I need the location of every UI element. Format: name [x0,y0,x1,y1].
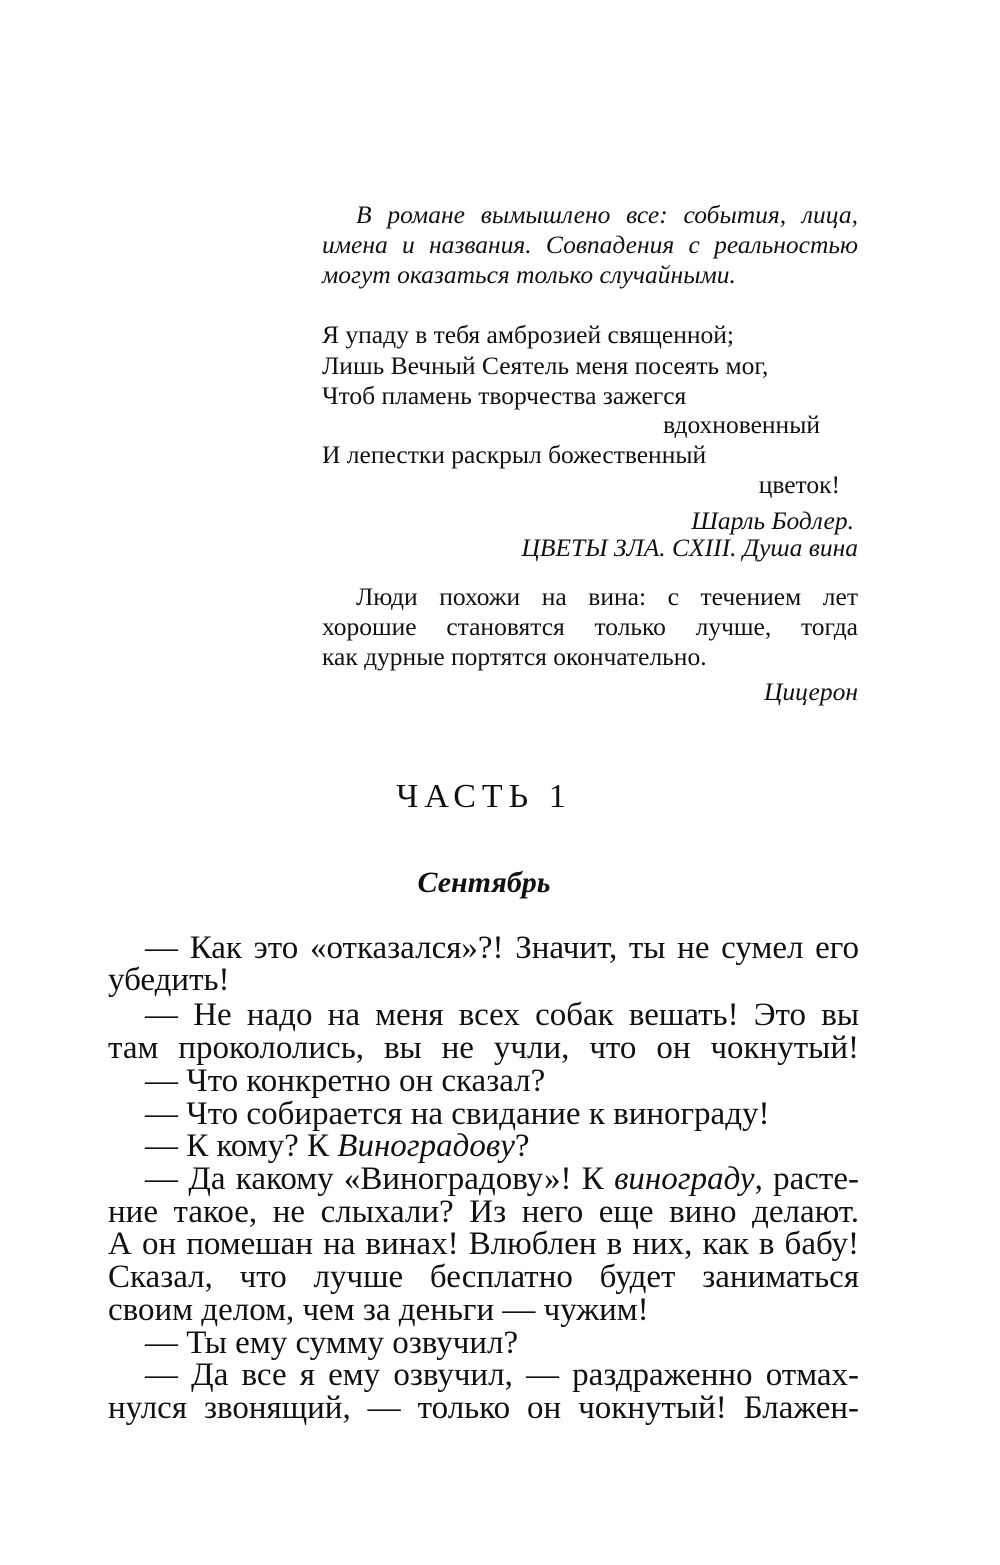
body-line-8-part-c: , расте- [754,1161,859,1197]
body-line-15: нулся звонящий, — только он чокнутый! Блажен- [108,1390,859,1426]
body-line-10: А он помешан на винах! Влюблен в них, как в бабу! [108,1226,859,1262]
part-title: ЧАСТЬ 1 [396,778,572,815]
disclaimer-line-1: В романе вымышлено все: события, лица, [356,200,858,229]
disclaimer-line-2: имена и названия. Совпадения с реальностью [322,230,858,259]
poem-attribution-source: ЦВЕТЫ ЗЛА. CXIII. Душа вина [521,533,858,562]
poem-line-4: вдохновенный [663,410,820,439]
body-line-3: — Не надо на меня всех собак вешать! Это вы [145,997,859,1033]
poem-line-5: И лепестки раскрыл божественный [322,440,707,469]
body-line-9: ние такое, не слыхали? Из него еще вино делают. [108,1194,859,1230]
poem-line-1: Я упаду в тебя амброзией священной; [322,320,734,349]
body-line-7-part-a: — К кому? К [145,1128,338,1164]
body-line-8-emphasis: винограду [614,1161,755,1197]
chapter-title: Сентябрь [417,866,551,899]
quote-author: Цицерон [763,677,858,706]
body-line-14: — Да все я ему озвучил, — раздраженно отмах- [145,1357,859,1393]
body-line-6: — Что собирается на свидание к винограду! [145,1096,770,1132]
body-line-7 [145,1128,530,1165]
poem-line-2: Лишь Вечный Сеятель меня посеять мог, [322,351,769,380]
body-line-8 [145,1161,859,1198]
poem-line-3: Чтоб пламень творчества зажегся [322,381,687,410]
body-line-12: своим делом, чем за деньги — чужим! [108,1292,649,1328]
disclaimer-line-3: могут оказаться только случайными. [322,260,736,289]
body-line-4: там прокололись, вы не учли, что он чокнутый! [108,1030,859,1066]
poem-line-6: цветок! [758,470,840,499]
body-line-11: Сказал, что лучше бесплатно будет заниматься [108,1259,859,1295]
body-line-1: — Как это «отказался»?! Значит, ты не сумел его [145,930,859,966]
poem-attribution-author: Шарль Бодлер. [691,506,854,535]
body-line-13: — Ты ему сумму озвучил? [145,1325,519,1361]
body-line-2: убедить! [108,962,230,998]
quote-line-3: как дурные портятся окончательно. [322,642,707,671]
body-line-7-part-c: ? [514,1128,530,1164]
quote-line-2: хорошие становятся только лучше, тогда [322,612,858,641]
body-line-5: — Что конкретно он сказал? [145,1063,546,1099]
body-line-8-part-a: — Да какому «Виноградову»! К [145,1161,615,1197]
body-line-7-emphasis: Виноградову [337,1128,515,1164]
quote-line-1: Люди похожи на вина: с течением лет [356,582,858,611]
